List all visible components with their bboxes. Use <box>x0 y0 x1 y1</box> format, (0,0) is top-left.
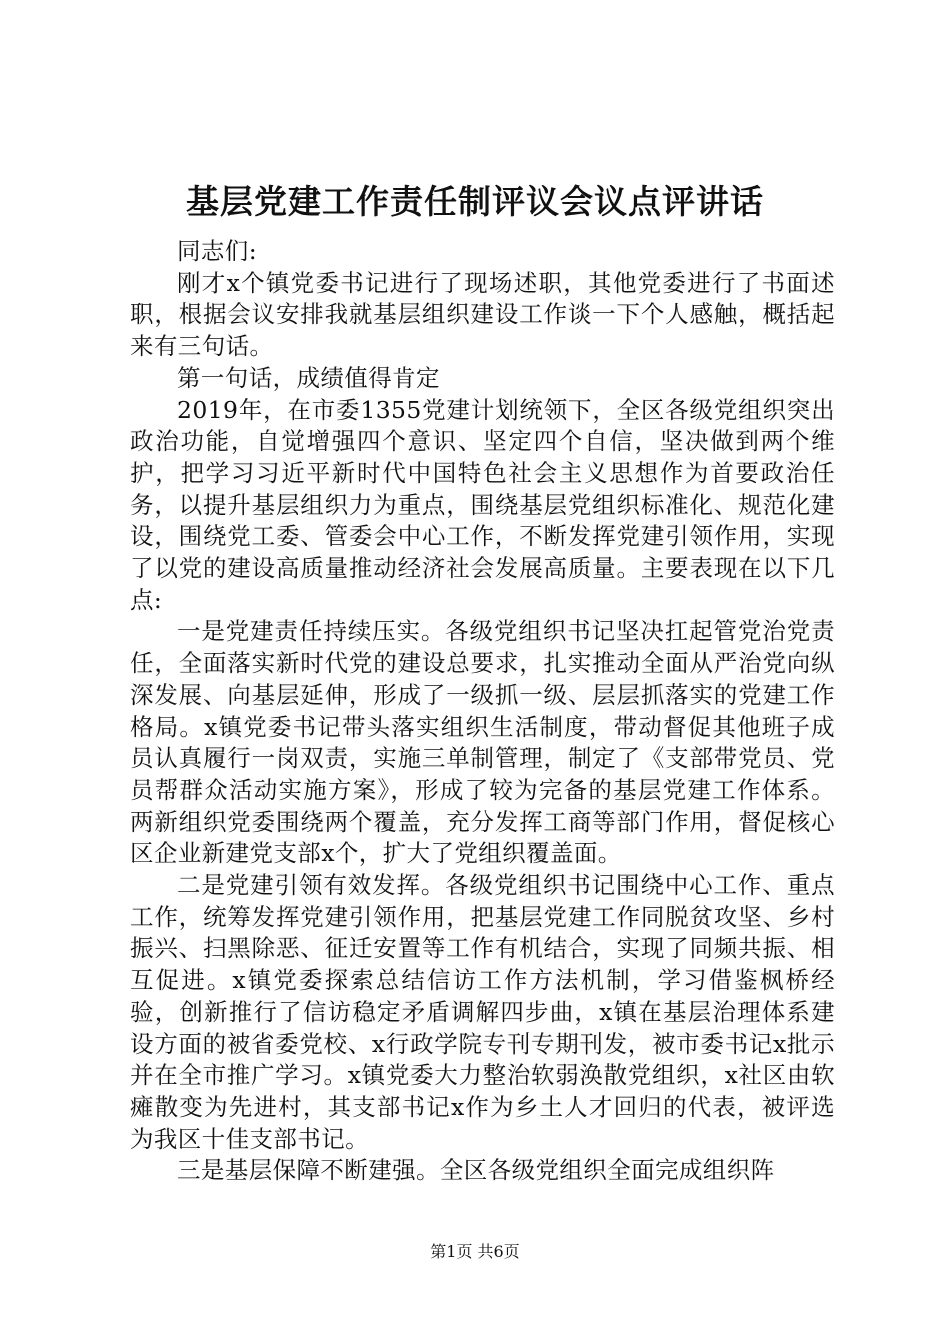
document-title: 基层党建工作责任制评议会议点评讲话 <box>186 182 764 221</box>
page-footer: 第1页 共6页 <box>430 1242 520 1261</box>
paragraph-heading-first: 第一句话，成绩值得肯定 <box>177 363 440 392</box>
document-body <box>130 236 835 1187</box>
paragraph-point-one: 一是党建责任持续压实。各级党组织书记坚决扛起管党治党责任，全面落实新时代党的建设总要求，扎实推动全面从严治党向纵深发展、向基层延伸，形成了一级抓一级、层层抓落实的党建工作格局。x镇党委书记带头落实组织生活制度，带动督促其他班子成员认真履行一岗双责，实施三单制管理，制定了《支部带党员、党员帮群众活动实施方案》，形成了较为完备的基层党建工作体系。两新组织党委围绕两个覆盖，充分发挥工商等部门作用，督促核心区企业新建党支部x个，扩大了党组织覆盖面。 <box>130 617 835 868</box>
paragraph-salutation: 同志们: <box>177 237 258 265</box>
paragraph-point-two: 二是党建引领有效发挥。各级党组织书记围绕中心工作、重点工作，统筹发挥党建引领作用，把基层党建工作同脱贫攻坚、乡村振兴、扫黑除恶、征迁安置等工作有机结合，实现了同频共振、相互促进。x镇党委探索总结信访工作方法机制，学习借鉴枫桥经验，创新推行了信访稳定矛盾调解四步曲，x镇在基层治理体系建设方面的被省委党校、x行政学院专刊专期刊发，被市委书记x批示并在全市推广学习。x镇党委大力整治软弱涣散党组织，x社区由软瘫散变为先进村，其支部书记x作为乡土人才回归的代表，被评选为我区十佳支部书记。 <box>130 871 835 1153</box>
paragraph-achievements: 2019年，在市委1355党建计划统领下，全区各级党组织突出政治功能，自觉增强四个意识、坚定四个自信，坚决做到两个维护，把学习习近平新时代中国特色社会主义思想作为首要政治任务，以提升基层组织力为重点，围绕基层党组织标准化、规范化建设，围绕党工委、管委会中心工作，不断发挥党建引领作用，实现了以党的建设高质量推动经济社会发展高质量。主要表现在以下几点: <box>130 395 835 614</box>
paragraph-intro: 刚才x个镇党委书记进行了现场述职，其他党委进行了书面述职，根据会议安排我就基层组织建设工作谈一下个人感触，概括起来有三句话。 <box>130 268 835 361</box>
paragraph-point-three: 三是基层保障不断建强。全区各级党组织全面完成组织阵 <box>177 1156 775 1185</box>
